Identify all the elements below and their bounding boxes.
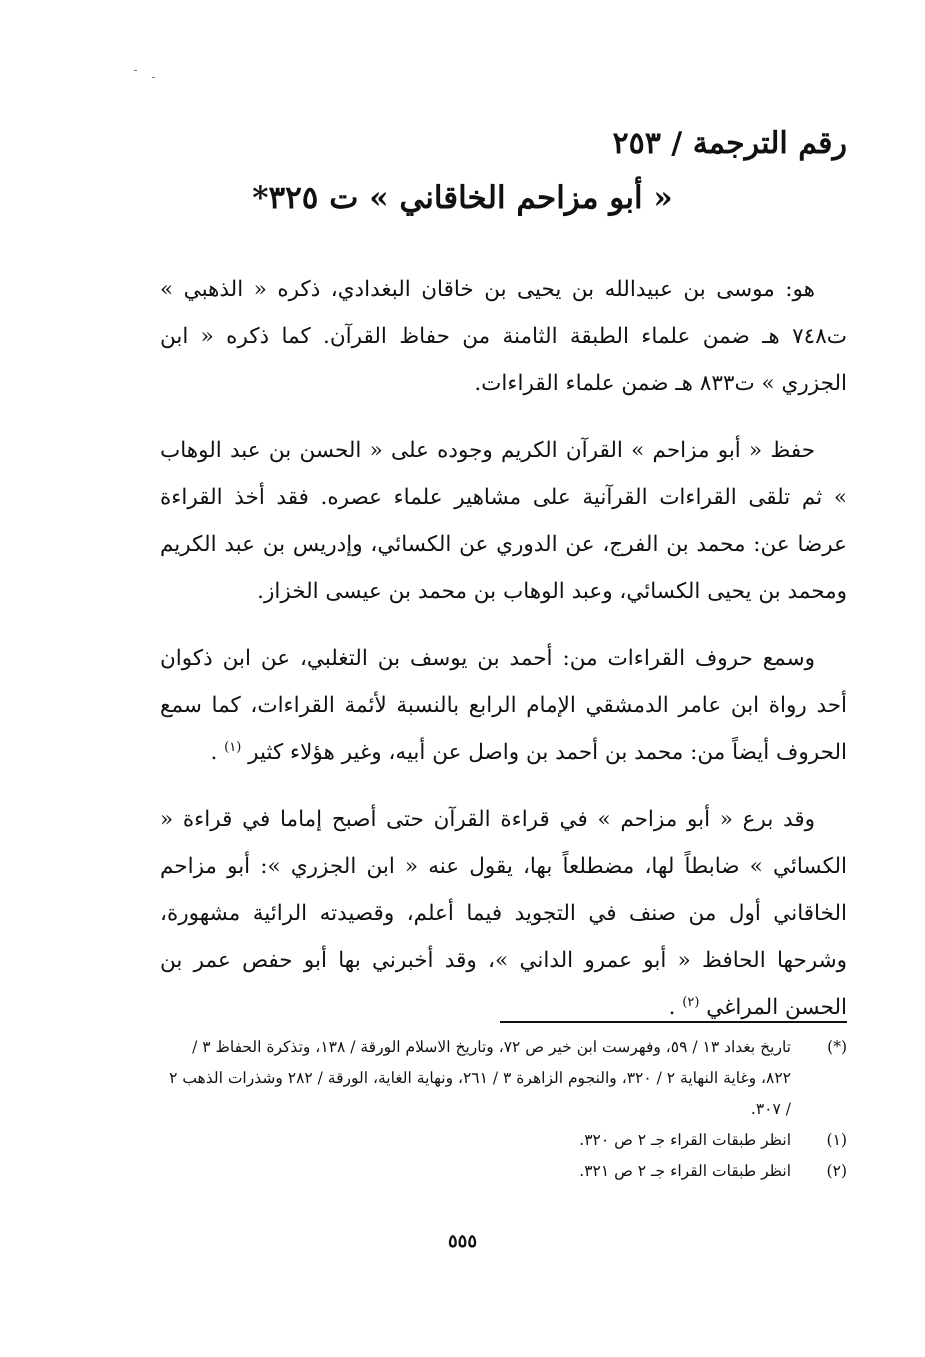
paragraph-mastery: وقد برع « أبو مزاحم » في قراءة القرآن حتى أصبح إماما في قراءة « الكسائي » ضابطاً لها، مضطلعاً بها، يقول عنه « ابن الجزري »: أبو مزاحم الخاقاني أول من صنف في التجويد فيما أعلم، وقصيدته الرائية مشهورة، وشرحها الحافظ « أبو عمرو الداني »، وقد أخبرني بها أبو حفص عمر بن الحسن المراغي $^{(٢)}$ . bbox=[160, 807, 847, 1020]
footnote-text: انظر طبقات القراء جـ ٢ ص ٣٢٠. bbox=[579, 1131, 791, 1149]
paragraph-teachers: حفظ « أبو مزاحم » القرآن الكريم وجوده على « الحسن بن عبد الوهاب » ثم تلقى القراءات القرآنية على مشاهير علماء عصره. فقد أخذ القراءة عرضا عن: محمد بن الفرج، عن الدوري عن الكسائي، وإدريس بن عبد الكريم ومحمد بن يحيى الكسائي، وعبد الوهاب بن محمد بن عيسى الخزاز. bbox=[160, 438, 847, 604]
scan-speck bbox=[134, 70, 137, 71]
footnote-sources bbox=[160, 1032, 847, 1125]
scan-speck bbox=[152, 77, 155, 78]
page-number: ٥٥٥ bbox=[447, 1231, 477, 1252]
footnotes bbox=[160, 1032, 847, 1187]
footnote-1 bbox=[160, 1125, 847, 1156]
paragraph-hearing: وسمع حروف القراءات من: أحمد بن يوسف بن التغلبي، عن ابن ذكوان أحد رواة ابن عامر الدمشقي الإمام الرابع بالنسبة لأئمة القراءات، كما سمع الحروف أيضاً من: محمد بن أحمد بن واصل عن أبيه، وغير هؤلاء كثير $^{(١)}$ . bbox=[160, 646, 847, 765]
biography-text bbox=[160, 266, 847, 1051]
footnote-mark: (٢) bbox=[826, 1162, 847, 1180]
entry-title: « أبو مزاحم الخاقاني » ت ٣٢٥* bbox=[252, 180, 673, 216]
note-reference-2: (٢) bbox=[682, 994, 700, 1010]
note-reference-1: (١) bbox=[224, 739, 242, 755]
footnote-text: انظر طبقات القراء جـ ٢ ص ٣٢١. bbox=[579, 1162, 791, 1180]
entry-number-heading: رقم الترجمة / ٢٥٣ bbox=[612, 126, 847, 161]
footnote-mark: (١) bbox=[826, 1131, 847, 1149]
footnote-2 bbox=[160, 1156, 847, 1187]
footnote-text: تاريخ بغداد ١٣ / ٥٩، وفهرست ابن خير ص ٧٢، وتاريخ الاسلام الورقة / ١٣٨، وتذكرة الحفاظ ٣ / ٨٢٢، وغاية النهاية ٢ / ٣٢٠، والنجوم الزاهرة ٣ / ٢٦١، ونهاية الغاية، الورقة / ٢٨٢ وشذرات الذهب ٢ / ٣٠٧. bbox=[169, 1038, 791, 1118]
paragraph-identity: هو: موسى بن عبيدالله بن يحيى بن خاقان البغدادي، ذكره « الذهبي » ت٧٤٨ هـ ضمن علماء الطبقة الثامنة من حفاظ القرآن. كما ذكره « ابن الجزري » ت٨٣٣ هـ ضمن علماء القراءات. bbox=[160, 277, 847, 396]
footnote-separator bbox=[500, 1021, 847, 1023]
footnote-mark: (*) bbox=[827, 1038, 847, 1056]
